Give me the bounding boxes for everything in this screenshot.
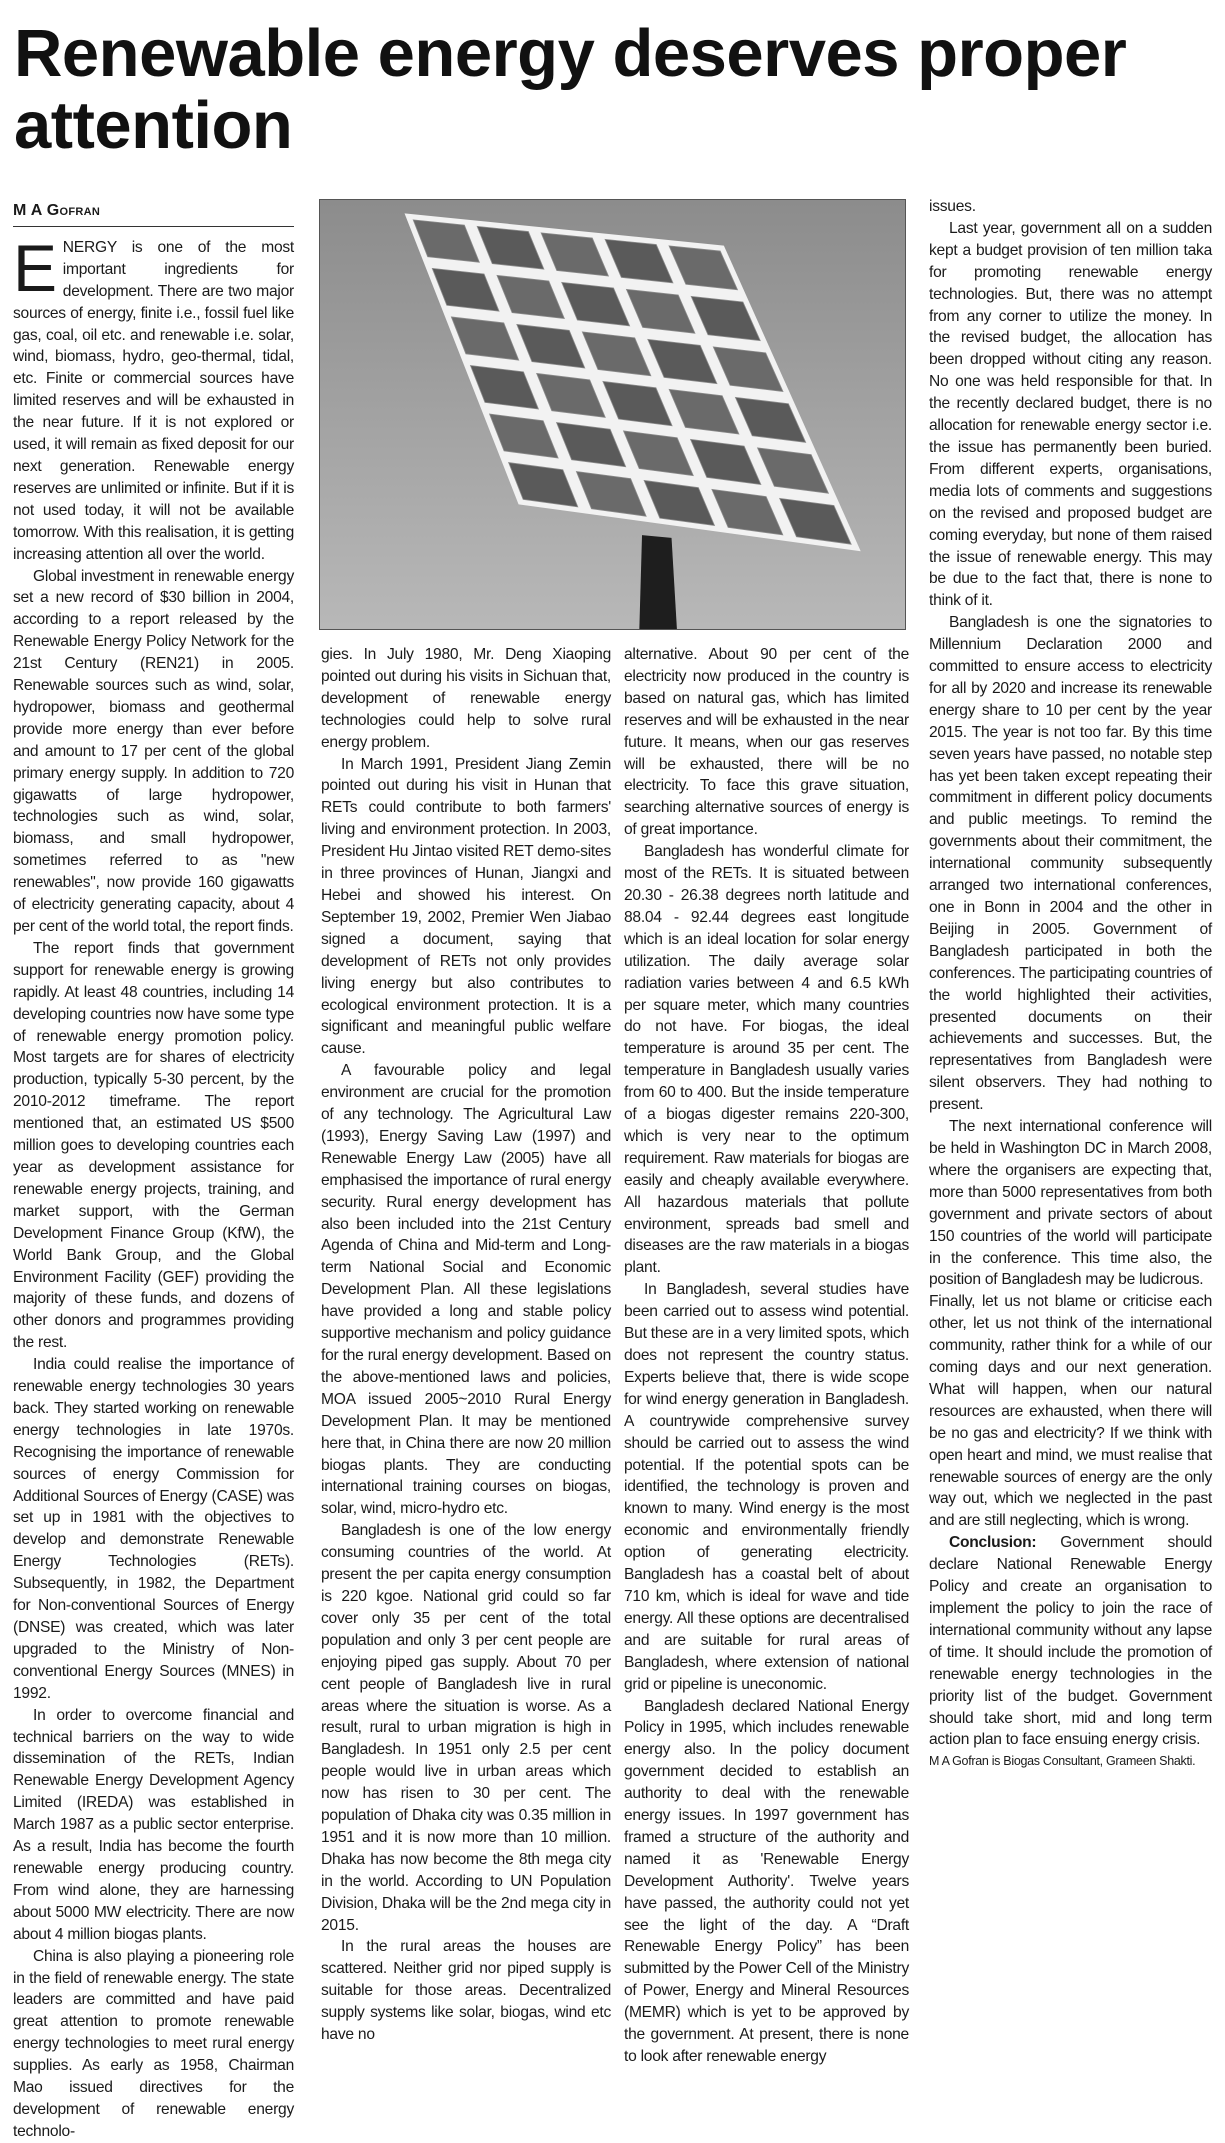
column-1 <box>13 200 294 2143</box>
article-paragraph: Bangladesh is one of the low energy consuming countries of the world. At present the per capita energy consumption is 220 kgoe. National grid could so far cover only 35 per cent of the total population and only 3 per cent people are enjoying piped gas supply. About 70 per cent people of Bangladesh live in rural areas where the situation is worse. As a result, rural to urban migration is high in Bangladesh. In 1951 only 2.5 per cent people would live in urban areas which now has risen to 30 per cent. The population of Dhaka city was 0.35 million in 1951 and it is now more than 10 million. Dhaka has now become the 8th mega city in the world. According to UN Population Division, Dhaka will be the 2nd mega city in 2015. <box>321 1522 611 1934</box>
article-paragraph: The next international conference will be held in Washington DC in March 2008, where the organisers are expecting that, more than 5000 representatives from both government and private sectors of about 150 countries of the world will participate in the conference. This time also, the position of Bangladesh may be ludicrous. <box>929 1118 1212 1289</box>
article-paragraph: China is also playing a pioneering role in the field of renewable energy. The state leaders are committed and have paid great attention to promote renewable energy technologies to meet rural energy supplies. As early as 1958, Chairman Mao issued directives for the development of renewable energy technolo- <box>13 1947 294 2140</box>
article-paragraph: India could realise the importance of renewable energy technologies 30 years back. They started working on renewable energy technologies in late 1970s. Recognising the importance of renewable sources of energy Commission for Additional Sources of Energy (CASE) was set up in 1981 with the objectives to develop and demonstrate Renewable Energy Technologies (RETs). Subsequently, in 1982, the Department for Non-conventional Sources of Energy (DNSE) was created, which was later upgraded to the Ministry of Non-conventional Energy Sources (MNES) in 1992. <box>13 1356 294 1702</box>
lead-paragraph <box>13 230 294 566</box>
column-4 <box>929 196 1212 1773</box>
column-3-body <box>624 644 909 2068</box>
article-paragraph: Last year, government all on a sudden kept a budget provision of ten million taka for promoting renewable energy technologies. But, there was no attempt from any corner to utilize the money. In the revised budget, the allocation has been dropped without citing any reason. No one was held responsible for that. In the recently declared budget, there is no allocation for renewable energy sector i.e. the issue has permanently been buried. From different experts, organisations, media lots of comments and suggestions on the revised and proposed budget are coming everyday, but none of them raised the issue of renewable energy. This may be due to the fact that, there is none to think of it. <box>929 219 1212 610</box>
author-note: M A Gofran is Biogas Consultant, Grameen Shakti. <box>929 1754 1196 1769</box>
article-paragraph: Bangladesh declared National Energy Policy in 1995, which includes renewable energy also. In the policy document government decided to establish an authority to deal with the renewable energy issues. In 1997 government has framed a structure of the authority and named it as 'Renewable Energy Development Authority'. Twelve years have passed, the authority could not yet see the light of the day. A “Draft Renewable Energy Policy” has been submitted by the Power Cell of the Ministry of Power, Energy and Mineral Resources (MEMR) which is yet to be approved by the government. At present, there is none to look after renewable energy <box>624 1697 909 2065</box>
solar-panel-photo <box>319 199 906 630</box>
conclusion-label: Conclusion: <box>949 1534 1037 1552</box>
article-paragraph: In order to overcome financial and technical barriers on the way to wide dissemination of the RETs, Indian Renewable Energy Development Agency Limited (IREDA) was established in March 1987 as a public sector enterprise. As a result, India has become the fourth renewable energy producing country. From wind alone, they are harnessing about 5000 MW electricity. There are now about 4 million biogas plants. <box>13 1706 294 1943</box>
article-paragraph: In the rural areas the houses are scattered. Neither grid nor piped supply is suitable for those areas. Decentralized supply systems like solar, biogas, wind etc have no <box>321 1938 611 2044</box>
column-3 <box>624 644 909 2068</box>
article-paragraph: In March 1991, President Jiang Zemin pointed out during his visit in Hunan that RETs could contribute to both farmers' living and environment protection. In 2003, President Hu Jintao visited RET demo-sites in three provinces of Hunan, Jiangxi and Hebei and showed his interest. On September 19, 2002, Premier Wen Jiabao signed a document, saying that development of RETs not only provides living energy but also contributes to ecological environment protection. It is a significant and meaningful public welfare cause. <box>321 755 611 1058</box>
column-2-body <box>321 644 611 2046</box>
pole <box>639 535 677 629</box>
article-paragraph: A favourable policy and legal environment are crucial for the promotion of any technology. The Agricultural Law (1993), Energy Saving Law (1997) and Renewable Energy Law (2005) have all emphasised the importance of rural energy security. Rural energy development has also been included into the 21st Century Agenda of China and Mid-term and Long-term National Social and Economic Development Plan. All these legislations have provided a long and stable policy supportive mechanism and policy guidance for the rural energy development. Based on the above-mentioned laws and policies, MOA issued 2005~2010 Rural Energy Development Plan. It may be mentioned here that, in China there are now 20 million biogas plants. They are conducting international training courses on biogas, solar, wind, micro-hydro etc. <box>321 1062 611 1518</box>
article-paragraph: In Bangladesh, several studies have been carried out to assess wind potential. But these are in a very limited spots, which does not represent the country status. Experts believe that, there is wide scope for wind energy generation in Bangladesh. A countrywide comprehensive survey should be carried out to assess the wind potential. If the potential spots can be identified, the technology is proven and known to many. Wind energy is the most economic and environmentally friendly option of generating electricity. Bangladesh has a coastal belt of about 710 km, which is ideal for wave and tide energy. All these options are decentralised and are suitable for rural areas of Bangladesh, where extension of national grid or pipeline is uneconomic. <box>624 1281 909 1693</box>
conclusion-text: Government should declare National Renewable Energy Policy and create an organisation to implement the policy to join the race of international community without any lapse of time. It should include the promotion of renewable energy technologies in the priority list of the budget. Government should take short, mid and long term action plan to face ensuing energy crisis. <box>929 1534 1212 1749</box>
article-paragraph: gies. In July 1980, Mr. Deng Xiaoping pointed out during his visits in Sichuan that, development of renewable energy technologies could help to solve rural energy problem. <box>321 646 611 751</box>
article-paragraph: Global investment in renewable energy set a new record of $30 billion in 2004, according to a report released by the Renewable Energy Policy Network for the 21st Century (REN21) in 2005. Renewable sources such as wind, solar, hydropower, biomass and geothermal provide more energy than ever before and amount to 17 per cent of the global primary energy supply. In addition to 720 gigawatts of large hydropower, technologies such as wind, solar, biomass, and small hydropower, sometimes referred to as "new renewables", now provide 160 gigawatts of electricity generating capacity, about 4 per cent of the world total, the report finds. <box>13 567 294 935</box>
solar-panel-image <box>320 200 905 629</box>
column-2 <box>321 644 611 2046</box>
byline: M A Gofran <box>13 200 294 227</box>
article-paragraph: The report finds that government support for renewable energy is growing rapidly. At least 48 countries, including 14 developing countries now have some type of renewable energy promotion policy. Most targets are for shares of electricity production, typically 5-30 percent, by the 2010-2012 timeframe. The report mentioned that, an estimated US $500 million goes to developing countries each year as development assistance for renewable energy projects, training, and market support, with the German Development Finance Group (KfW), the World Bank Group, and the Global Environment Facility (GEF) providing the majority of these funds, and dozens of other donors and programmes providing the rest. <box>13 939 294 1352</box>
article-paragraph: alternative. About 90 per cent of the electricity now produced in the country is based on natural gas, which has limited reserves and will be exhausted in the near future. It means, when our gas reserves will be exhausted, there will be no electricity. To face this grave situation, searching alternative sources of energy is of great importance. <box>624 646 909 839</box>
drop-cap: E <box>13 230 57 305</box>
column-1-body <box>13 566 294 2143</box>
conclusion-paragraph <box>929 1532 1212 1751</box>
lead-paragraph-text: NERGY is one of the most important ingredients for development. There are two major sources of energy, finite i.e., fossil fuel like gas, coal, oil etc. and renewable i.e. solar, wind, biomass, hydro, geo-thermal, tidal, etc. Finite or commercial sources have limited reserves and will be exhausted in the near future. If it is not explored or used, it will remain as fixed deposit for our next generation. Renewable energy reserves are unlimited or infinite. But if it is not used today, it will not be available tomorrow. With this realisation, it is getting increasing attention all over the world. <box>13 238 294 563</box>
final-paragraph: Finally, let us not blame or criticise each other, let us not think of the international community, rather think for a while of our coming days and our next generation. What will happen, when our natural resources are exhausted, when there will be no gas and electricity? If we think with open heart and mind, we must realise that renewable sources of energy are the only way out, which we neglected in the past and are still neglecting, which is wrong. <box>929 1293 1212 1530</box>
article-paragraph: issues. <box>929 198 976 215</box>
column-4-body <box>929 196 1212 1291</box>
article-paragraph: Bangladesh is one the signatories to Millennium Declaration 2000 and committed to ensure access to electricity for all by 2020 and increase its renewable energy share to 10 per cent by the year 2015. The year is not too far. By this time seven years have passed, no notable step has yet been taken except repeating their commitment in different policy documents and public meetings. To remind the governments about their commitment, the international community subsequently arranged two international conferences, one in Bonn in 2004 and the other in Beijing in 2005. Government of Bangladesh participated in both the conferences. The participating countries of the world highlighted their activities, presented documents on their achievements and successes. But, the representatives from Bangladesh were silent observers. They had nothing to present. <box>929 614 1212 1114</box>
headline: Renewable energy deserves proper attention <box>14 16 1127 163</box>
article-paragraph: Bangladesh has wonderful climate for most of the RETs. It is situated between 20.30 - 26.38 degrees north latitude and 88.04 - 92.44 degrees east longitude which is an ideal location for solar energy utilization. The daily average solar radiation varies between 4 and 6.5 kWh per square meter, which many countries do not have. For biogas, the ideal temperature is around 35 per cent. The temperature in Bangladesh usually varies from 60 to 400. But the inside temperature of a biogas digester remains 220-300, which is very near to the optimum requirement. Raw materials for biogas are easily and cheaply available everywhere. All hazardous materials that pollute environment, spreads bad smell and diseases are the raw materials in a biogas plant. <box>624 843 909 1277</box>
